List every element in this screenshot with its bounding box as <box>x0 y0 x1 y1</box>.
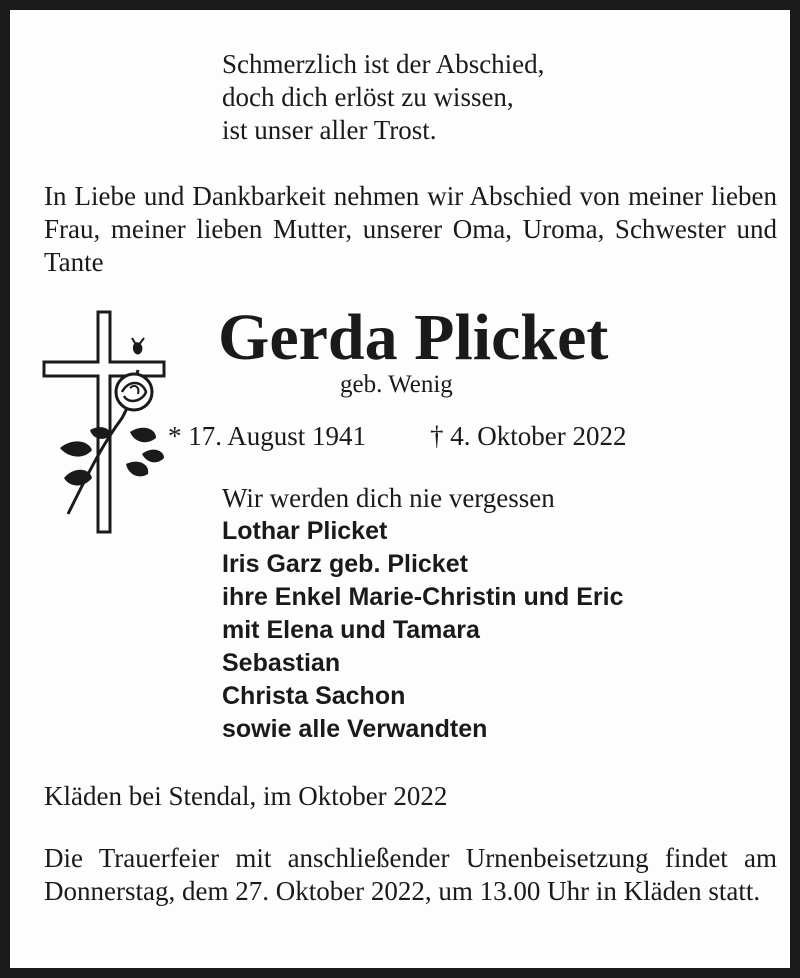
poem <box>222 48 544 147</box>
mourner-name: sowie alle Verwandten <box>222 715 488 743</box>
deceased-name: Gerda Plicket <box>218 301 609 374</box>
death-date: † 4. Oktober 2022 <box>430 421 627 451</box>
mourner-name: Christa Sachon <box>222 682 406 710</box>
mourner-name: ihre Enkel Marie-Christin und Eric <box>222 583 624 611</box>
place-date: Kläden bei Stendal, im Oktober 2022 <box>44 781 448 811</box>
poem-line: ist unser aller Trost. <box>222 115 437 145</box>
intro-text: In Liebe und Dankbarkeit nehmen wir Abschied von meiner lieben Frau, meiner lieben Mutter, unserer Oma, Uroma, Schwester und Tante <box>44 181 777 277</box>
birth-date: * 17. August 1941 <box>168 421 367 451</box>
cross-with-rose-icon <box>38 308 174 538</box>
service-notice: Die Trauerfeier mit anschließender Urnenbeisetzung findet am Donnerstag, dem 27. Oktober 2022, um 13.00 Uhr in Kläden statt. <box>44 843 777 906</box>
mourner-name: Iris Garz geb. Plicket <box>222 550 468 578</box>
mourners-lead: Wir werden dich nie vergessen <box>222 483 555 513</box>
mourner-name: mit Elena und Tamara <box>222 616 480 644</box>
poem-line: Schmerzlich ist der Abschied, <box>222 49 545 79</box>
maiden-name: geb. Wenig <box>340 371 453 398</box>
mourner-name: Sebastian <box>222 649 341 677</box>
mourners-list <box>222 482 623 746</box>
mourner-name: Lothar Plicket <box>222 517 388 545</box>
poem-line: doch dich erlöst zu wissen, <box>222 82 514 112</box>
